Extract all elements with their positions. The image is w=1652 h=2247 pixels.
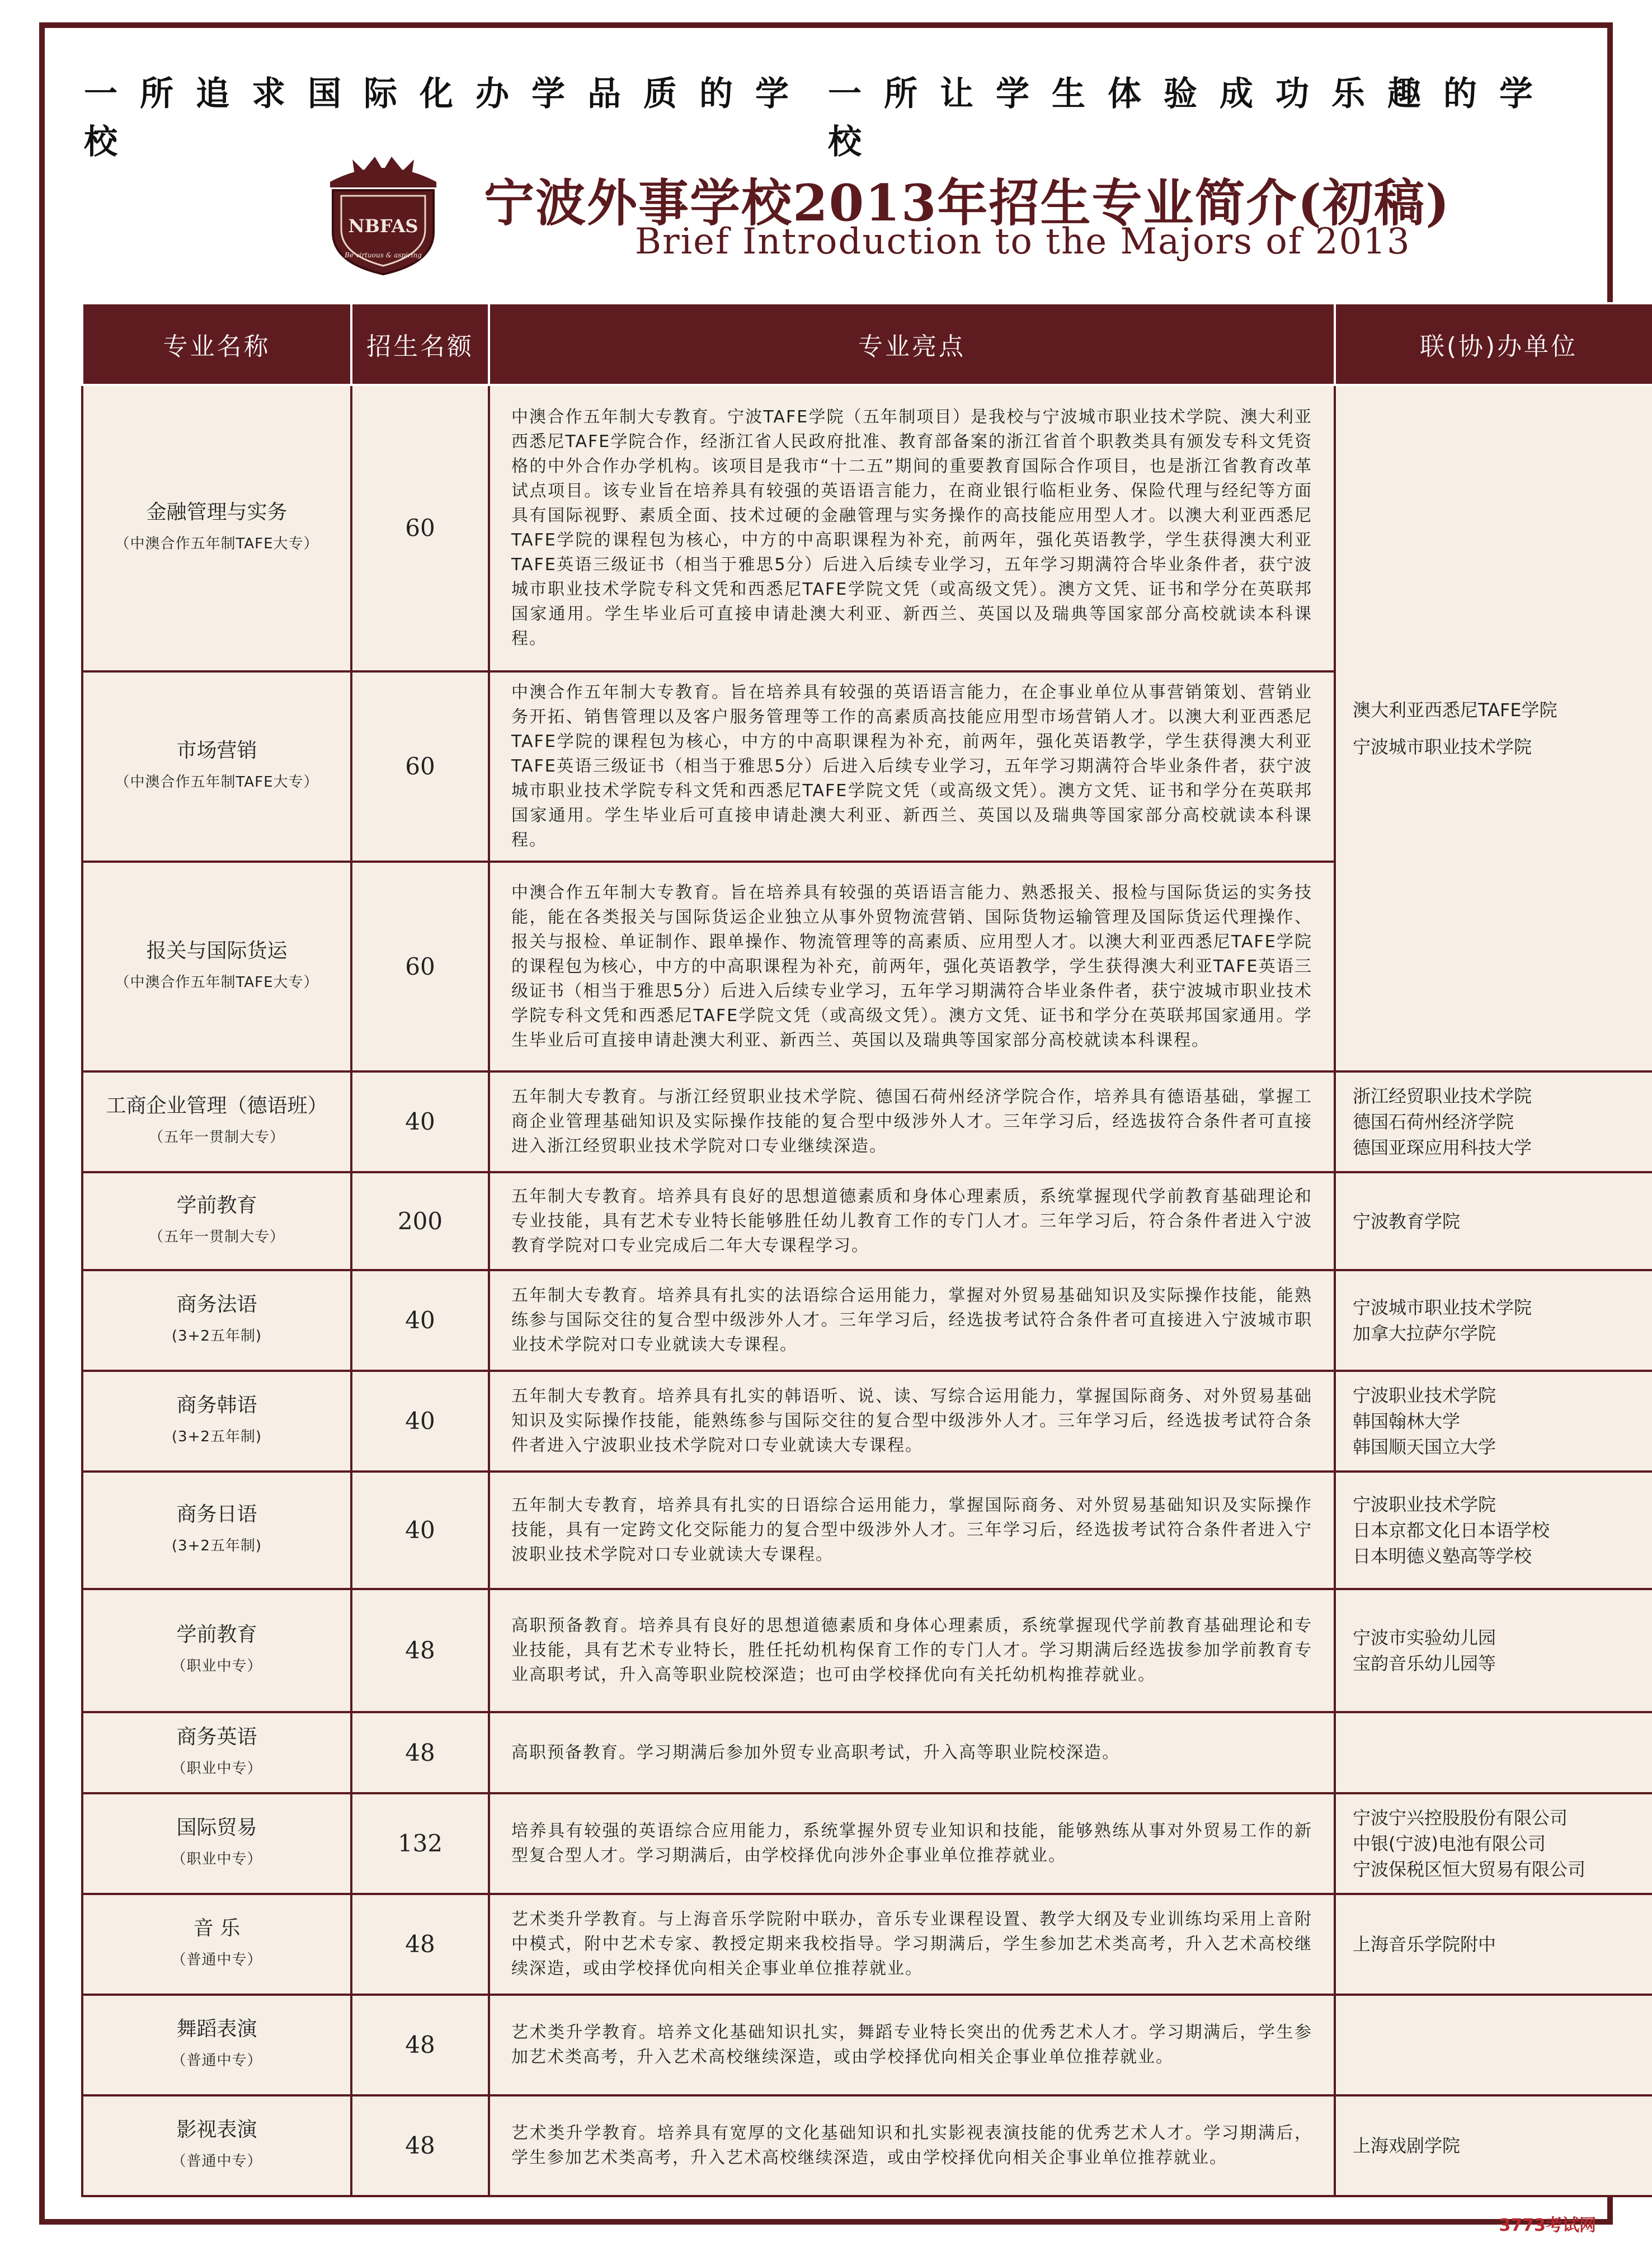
major-quota: 60 bbox=[351, 385, 489, 671]
slogan-right: 一所让学生体验成功乐趣的学校 bbox=[828, 74, 1555, 162]
col-name-header: 专业名称 bbox=[82, 303, 351, 385]
major-name: 商务日语 (3+2五年制) bbox=[82, 1472, 351, 1589]
major-partner: 宁波城市职业技术学院 加拿大拉萨尔学院 bbox=[1335, 1270, 1652, 1371]
major-desc: 培养具有较强的英语综合应用能力，系统掌握外贸专业知识和技能，能够熟练从事对外贸易工作的新型复合型人才。学习期满后，由学校择优向涉外企事业单位推荐就业。 bbox=[489, 1793, 1335, 1894]
major-desc: 五年制大专教育。培养具有扎实的韩语听、说、读、写综合运用能力，掌握国际商务、对外贸易基础知识及实际操作技能，能熟练参与国际交往的复合型中级涉外人才。三年学习后，经选拔考试符合条件者进入宁波职业技术学院对口专业就读大专课程。 bbox=[489, 1371, 1335, 1472]
table-row bbox=[82, 1894, 1652, 1995]
majors-table bbox=[81, 302, 1652, 2197]
logo-text: NBFAS bbox=[348, 215, 418, 237]
major-partner: 宁波职业技术学院 日本京都文化日本语学校 日本明德义塾高等学校 bbox=[1335, 1472, 1652, 1589]
table-row bbox=[82, 1589, 1652, 1712]
major-name: 市场营销 （中澳合作五年制TAFE大专） bbox=[82, 671, 351, 862]
table-row bbox=[82, 2095, 1652, 2196]
major-name: 商务法语 (3+2五年制) bbox=[82, 1270, 351, 1371]
major-desc: 艺术类升学教育。与上海音乐学院附中联办，音乐专业课程设置、教学大纲及专业训练均采用上音附中模式，附中艺术专家、教授定期来我校指导。学习期满后，学生参加艺术类高考，升入艺术高校继续深造，或由学校择优向相关企事业单位推荐就业。 bbox=[489, 1894, 1335, 1995]
major-desc: 五年制大专教育，培养具有扎实的日语综合运用能力，掌握国际商务、对外贸易基础知识及实际操作技能，具有一定跨文化交际能力的复合型中级涉外人才。三年学习后，经选拔考试符合条件者进入宁波职业技术学院对口专业就读大专课程。 bbox=[489, 1472, 1335, 1589]
major-partner: 浙江经贸职业技术学院 德国石荷州经济学院 德国亚琛应用科技大学 bbox=[1335, 1071, 1652, 1172]
major-quota: 60 bbox=[351, 671, 489, 862]
major-desc: 高职预备教育。学习期满后参加外贸专业高职考试，升入高等职业院校深造。 bbox=[489, 1712, 1335, 1793]
major-desc: 中澳合作五年制大专教育。宁波TAFE学院（五年制项目）是我校与宁波城市职业技术学院、澳大利亚西悉尼TAFE学院合作，经浙江省人民政府批准、教育部备案的浙江省首个职教类具有颁发专科文凭资格的中外合作办学机构。该项目是我市“十二五”期间的重要教育国际合作项目，也是浙江省教育改革试点项目。该专业旨在培养具有较强的英语语言能力，在商业银行临柜业务、保险代理与经纪等方面具有国际视野、素质全面、技术过硬的金融管理与实务操作的高技能应用型人才。以澳大利亚西悉尼TAFE学院的课程包为核心，中方的中高职课程为补充，前两年，强化英语教学，学生获得澳大利亚TAFE英语三级证书（相当于雅思5分）后进入后续专业学习，五年学习期满符合毕业条件者，获宁波城市职业技术学院专科文凭和西悉尼TAFE学院文凭（或高级文凭）。澳方文凭、证书和学分在英联邦国家通用。学生毕业后可直接申请赴澳大利亚、新西兰、英国以及瑞典等国家部分高校就读本科课程。 bbox=[489, 385, 1335, 671]
major-quota: 40 bbox=[351, 1071, 489, 1172]
table-row bbox=[82, 1995, 1652, 2095]
major-desc: 艺术类升学教育。培养文化基础知识扎实，舞蹈专业特长突出的优秀艺术人才。学习期满后，学生参加艺术类高考，升入艺术高校继续深造，或由学校择优向相关企事业单位推荐就业。 bbox=[489, 1995, 1335, 2095]
table-row bbox=[82, 1472, 1652, 1589]
major-partner: 上海戏剧学院 bbox=[1335, 2095, 1652, 2196]
major-quota: 48 bbox=[351, 1995, 489, 2095]
page-title: 宁波外事学校2013年招生专业简介(初稿) bbox=[484, 173, 1451, 233]
school-logo bbox=[319, 143, 448, 277]
major-name: 商务韩语 (3+2五年制) bbox=[82, 1371, 351, 1472]
col-partner-header: 联(协)办单位 bbox=[1335, 303, 1652, 385]
table-row bbox=[82, 1172, 1652, 1270]
major-desc: 五年制大专教育。培养具有良好的思想道德素质和身体心理素质，系统掌握现代学前教育基础理论和专业技能，具有艺术专业特长能够胜任幼儿教育工作的专门人才。三年学习后，符合条件者进入宁波教育学院对口专业完成后二年大专课程学习。 bbox=[489, 1172, 1335, 1270]
major-quota: 48 bbox=[351, 2095, 489, 2196]
major-name: 学前教育 （职业中专） bbox=[82, 1589, 351, 1712]
site-watermark: 3773考试网 bbox=[1499, 2216, 1596, 2235]
major-desc: 艺术类升学教育。培养具有宽厚的文化基础知识和扎实影视表演技能的优秀艺术人才。学习期满后，学生参加艺术类高考，升入艺术高校继续深造，或由学校择优向相关企事业单位推荐就业。 bbox=[489, 2095, 1335, 2196]
major-quota: 48 bbox=[351, 1589, 489, 1712]
major-partner: 宁波职业技术学院 韩国翰林大学 韩国顺天国立大学 bbox=[1335, 1371, 1652, 1472]
major-quota: 40 bbox=[351, 1472, 489, 1589]
major-name: 影视表演 （普通中专） bbox=[82, 2095, 351, 2196]
major-name: 音 乐 （普通中专） bbox=[82, 1894, 351, 1995]
major-name: 商务英语 （职业中专） bbox=[82, 1712, 351, 1793]
logo-motto: Be virtuous & aspiring bbox=[345, 251, 422, 259]
table-row bbox=[82, 1371, 1652, 1472]
major-name: 学前教育 （五年一贯制大专） bbox=[82, 1172, 351, 1270]
major-desc: 中澳合作五年制大专教育。旨在培养具有较强的英语语言能力，在企事业单位从事营销策划、营销业务开拓、销售管理以及客户服务管理等工作的高素质高技能应用型市场营销人才。以澳大利亚西悉尼TAFE学院的课程包为核心，中方的中高职课程为补充，前两年，强化英语教学，学生获得澳大利亚TAFE英语三级证书（相当于雅思5分）后进入后续专业学习，五年学习期满符合毕业条件者，获宁波城市职业技术学院专科文凭和西悉尼TAFE学院文凭（或高级文凭）。澳方文凭、证书和学分在英联邦国家通用。学生毕业后可直接申请赴澳大利亚、新西兰、英国以及瑞典等国家部分高校就读本科课程。 bbox=[489, 671, 1335, 862]
major-quota: 40 bbox=[351, 1270, 489, 1371]
major-name: 工商企业管理（德语班） （五年一贯制大专） bbox=[82, 1071, 351, 1172]
table-header-row bbox=[82, 303, 1652, 385]
major-partner bbox=[1335, 1712, 1652, 1793]
major-partner: 上海音乐学院附中 bbox=[1335, 1894, 1652, 1995]
page-subtitle: Brief Introduction to the Majors of 2013 bbox=[635, 221, 1411, 262]
major-partner: 宁波市实验幼儿园 宝韵音乐幼儿园等 bbox=[1335, 1589, 1652, 1712]
major-quota: 132 bbox=[351, 1793, 489, 1894]
col-highlights-header: 专业亮点 bbox=[489, 303, 1335, 385]
table-row bbox=[82, 1071, 1652, 1172]
major-quota: 40 bbox=[351, 1371, 489, 1472]
major-name: 国际贸易 （职业中专） bbox=[82, 1793, 351, 1894]
major-partner: 宁波教育学院 bbox=[1335, 1172, 1652, 1270]
major-desc: 五年制大专教育。培养具有扎实的法语综合运用能力，掌握对外贸易基础知识及实际操作技能，能熟练参与国际交往的复合型中级涉外人才。三年学习后，经选拔考试符合条件者可直接进入宁波城市职业技术学院对口专业就读大专课程。 bbox=[489, 1270, 1335, 1371]
major-partner: 澳大利亚西悉尼TAFE学院 宁波城市职业技术学院 bbox=[1335, 385, 1652, 1071]
table-row bbox=[82, 1712, 1652, 1793]
major-name: 舞蹈表演 （普通中专） bbox=[82, 1995, 351, 2095]
slogan-bar bbox=[84, 67, 1572, 163]
major-quota: 48 bbox=[351, 1712, 489, 1793]
major-quota: 60 bbox=[351, 862, 489, 1071]
major-partner bbox=[1335, 1995, 1652, 2095]
major-desc: 五年制大专教育。与浙江经贸职业技术学院、德国石荷州经济学院合作，培养具有德语基础，掌握工商企业管理基础知识及实际操作技能的复合型中级涉外人才。三年学习后，经选拔符合条件者可直接进入浙江经贸职业技术学院对口专业继续深造。 bbox=[489, 1071, 1335, 1172]
table-row bbox=[82, 1270, 1652, 1371]
major-quota: 200 bbox=[351, 1172, 489, 1270]
major-name: 报关与国际货运 （中澳合作五年制TAFE大专） bbox=[82, 862, 351, 1071]
major-desc: 高职预备教育。培养具有良好的思想道德素质和身体心理素质，系统掌握现代学前教育基础理论和专业技能，具有艺术专业特长，胜任托幼机构保育工作的专门人才。学习期满后经选拔参加学前教育专业高职考试，升入高等职业院校深造；也可由学校择优向有关托幼机构推荐就业。 bbox=[489, 1589, 1335, 1712]
major-partner: 宁波宁兴控股股份有限公司 中银(宁波)电池有限公司 宁波保税区恒大贸易有限公司 bbox=[1335, 1793, 1652, 1894]
col-quota-header: 招生名额 bbox=[351, 303, 489, 385]
major-name: 金融管理与实务 （中澳合作五年制TAFE大专） bbox=[82, 385, 351, 671]
major-desc: 中澳合作五年制大专教育。旨在培养具有较强的英语语言能力、熟悉报关、报检与国际货运的实务技能，能在各类报关与国际货运企业独立从事外贸物流营销、国际货物运输管理及国际货运代理操作、报关与报检、单证制作、跟单操作、物流管理等的高素质、应用型人才。以澳大利亚西悉尼TAFE学院的课程包为核心，中方的中高职课程为补充，前两年，强化英语教学，学生获得澳大利亚TAFE英语三级证书（相当于雅思5分）后进入后续专业学习，五年学习期满符合毕业条件者，获宁波城市职业技术学院专科文凭和西悉尼TAFE学院文凭（或高级文凭）。澳方文凭、证书和学分在英联邦国家通用。学生毕业后可直接申请赴澳大利亚、新西兰、英国以及瑞典等国家部分高校就读本科课程。 bbox=[489, 862, 1335, 1071]
table-row bbox=[82, 385, 1652, 671]
slogan-left: 一所追求国际化办学品质的学校 bbox=[84, 74, 811, 162]
major-quota: 48 bbox=[351, 1894, 489, 1995]
table-row bbox=[82, 1793, 1652, 1894]
